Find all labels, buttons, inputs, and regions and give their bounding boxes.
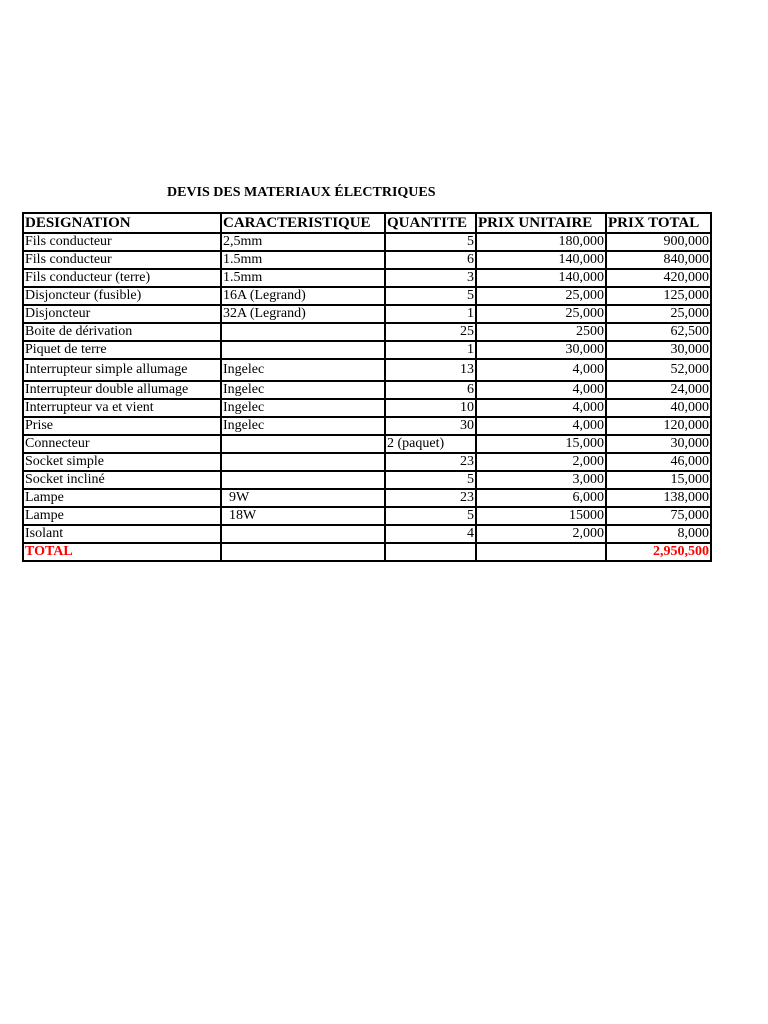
cell-designation: Disjoncteur (fusible): [23, 287, 221, 305]
cell-caracteristique: Ingelec: [221, 359, 385, 381]
empty-cell: [476, 543, 606, 561]
cell-prix-unitaire: 4,000: [476, 381, 606, 399]
cell-prix-total: 62,500: [606, 323, 711, 341]
cell-caracteristique: [221, 453, 385, 471]
table-row: [23, 305, 711, 323]
cell-caracteristique: 32A (Legrand): [221, 305, 385, 323]
cell-prix-total: 24,000: [606, 381, 711, 399]
table-row: [23, 359, 711, 381]
cell-quantite: 6: [385, 251, 476, 269]
cell-prix-unitaire: 15,000: [476, 435, 606, 453]
cell-designation: Lampe: [23, 489, 221, 507]
cell-quantite: 5: [385, 471, 476, 489]
cell-designation: Interrupteur simple allumage: [23, 359, 221, 381]
empty-cell: [221, 543, 385, 561]
cell-prix-total: 30,000: [606, 435, 711, 453]
table-row: [23, 323, 711, 341]
cell-prix-total: 125,000: [606, 287, 711, 305]
cell-designation: Socket simple: [23, 453, 221, 471]
cell-prix-total: 420,000: [606, 269, 711, 287]
cell-prix-total: 138,000: [606, 489, 711, 507]
table-row: [23, 507, 711, 525]
table-row: [23, 471, 711, 489]
table-row: [23, 251, 711, 269]
table-row: [23, 381, 711, 399]
cell-prix-unitaire: 140,000: [476, 251, 606, 269]
table-row: [23, 233, 711, 251]
cell-designation: Piquet de terre: [23, 341, 221, 359]
cell-designation: Fils conducteur (terre): [23, 269, 221, 287]
cell-prix-unitaire: 180,000: [476, 233, 606, 251]
cell-caracteristique: [221, 525, 385, 543]
cell-quantite: 10: [385, 399, 476, 417]
header-designation: DESIGNATION: [23, 213, 221, 233]
cell-designation: Fils conducteur: [23, 251, 221, 269]
cell-prix-total: 8,000: [606, 525, 711, 543]
cell-caracteristique: Ingelec: [221, 381, 385, 399]
cell-prix-total: 120,000: [606, 417, 711, 435]
cell-prix-unitaire: 4,000: [476, 399, 606, 417]
total-label: TOTAL: [23, 543, 221, 561]
header-quantite: QUANTITE: [385, 213, 476, 233]
cell-quantite: 23: [385, 489, 476, 507]
cell-prix-total: 15,000: [606, 471, 711, 489]
cell-prix-total: 46,000: [606, 453, 711, 471]
document-title: DEVIS DES MATERIAUX ÉLECTRIQUES: [167, 185, 436, 200]
cell-quantite: 13: [385, 359, 476, 381]
cell-prix-unitaire: 2500: [476, 323, 606, 341]
cell-quantite: 30: [385, 417, 476, 435]
cell-quantite: 3: [385, 269, 476, 287]
cell-prix-total: 900,000: [606, 233, 711, 251]
cell-quantite: 25: [385, 323, 476, 341]
cell-prix-unitaire: 15000: [476, 507, 606, 525]
table-row: [23, 417, 711, 435]
cell-caracteristique: 2,5mm: [221, 233, 385, 251]
total-value: 2,950,500: [606, 543, 711, 561]
cell-caracteristique: 9W: [221, 489, 385, 507]
cell-prix-unitaire: 140,000: [476, 269, 606, 287]
table-row: [23, 269, 711, 287]
cell-quantite: 6: [385, 381, 476, 399]
cell-quantite: 1: [385, 341, 476, 359]
cell-designation: Interrupteur double allumage: [23, 381, 221, 399]
total-row: [23, 543, 711, 561]
cell-caracteristique: [221, 471, 385, 489]
cell-prix-total: 25,000: [606, 305, 711, 323]
cell-quantite: 2 (paquet): [385, 435, 476, 453]
cell-caracteristique: Ingelec: [221, 417, 385, 435]
cell-caracteristique: 1.5mm: [221, 251, 385, 269]
cell-prix-total: 52,000: [606, 359, 711, 381]
cell-prix-total: 30,000: [606, 341, 711, 359]
header-caracteristique: CARACTERISTIQUE: [221, 213, 385, 233]
table-row: [23, 435, 711, 453]
cell-designation: Interrupteur va et vient: [23, 399, 221, 417]
cell-quantite: 5: [385, 287, 476, 305]
cell-caracteristique: [221, 323, 385, 341]
cell-caracteristique: [221, 435, 385, 453]
cell-designation: Socket incliné: [23, 471, 221, 489]
cell-prix-total: 75,000: [606, 507, 711, 525]
cell-prix-unitaire: 6,000: [476, 489, 606, 507]
cell-prix-unitaire: 25,000: [476, 287, 606, 305]
cell-quantite: 5: [385, 507, 476, 525]
cell-prix-unitaire: 3,000: [476, 471, 606, 489]
table-row: [23, 341, 711, 359]
cell-caracteristique: 16A (Legrand): [221, 287, 385, 305]
table-header-row: [23, 213, 711, 233]
table-row: [23, 399, 711, 417]
cell-designation: Prise: [23, 417, 221, 435]
cell-prix-total: 840,000: [606, 251, 711, 269]
table-row: [23, 453, 711, 471]
cell-designation: Boite de dérivation: [23, 323, 221, 341]
table-row: [23, 525, 711, 543]
cell-quantite: 1: [385, 305, 476, 323]
cell-prix-total: 40,000: [606, 399, 711, 417]
header-prix-unitaire: PRIX UNITAIRE: [476, 213, 606, 233]
cell-quantite: 5: [385, 233, 476, 251]
table-row: [23, 287, 711, 305]
cell-prix-unitaire: 4,000: [476, 417, 606, 435]
materials-table: [22, 212, 712, 562]
cell-caracteristique: [221, 341, 385, 359]
cell-designation: Fils conducteur: [23, 233, 221, 251]
cell-designation: Lampe: [23, 507, 221, 525]
cell-caracteristique: 18W: [221, 507, 385, 525]
cell-designation: Disjoncteur: [23, 305, 221, 323]
cell-prix-unitaire: 30,000: [476, 341, 606, 359]
cell-quantite: 4: [385, 525, 476, 543]
cell-prix-unitaire: 4,000: [476, 359, 606, 381]
cell-caracteristique: Ingelec: [221, 399, 385, 417]
empty-cell: [385, 543, 476, 561]
cell-designation: Connecteur: [23, 435, 221, 453]
cell-designation: Isolant: [23, 525, 221, 543]
cell-caracteristique: 1.5mm: [221, 269, 385, 287]
cell-prix-unitaire: 25,000: [476, 305, 606, 323]
table-row: [23, 489, 711, 507]
cell-prix-unitaire: 2,000: [476, 525, 606, 543]
cell-prix-unitaire: 2,000: [476, 453, 606, 471]
cell-quantite: 23: [385, 453, 476, 471]
header-prix-total: PRIX TOTAL: [606, 213, 711, 233]
